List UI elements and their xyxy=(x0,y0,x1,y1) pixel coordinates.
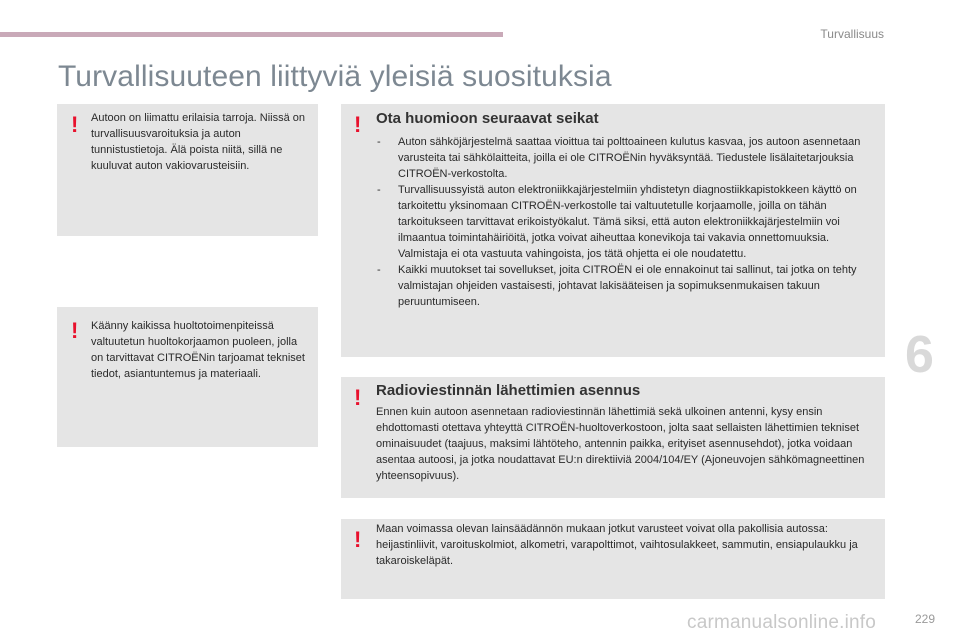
warning-icon: ! xyxy=(71,112,79,137)
watermark: carmanualsonline.info xyxy=(687,612,877,633)
list-item: - Turvallisuussyistä auton elektroniikkajärjestelmiin yhdistetyn diagnostiikkapistokkeen käyttö on tarkoitettu yksinomaan CITROËN-verkostolle tai valtuutetulle korjaamolle, joilla on tähän tarkoitukseen tarvittavat erikoistyökalut. Tämä siksi, että auton elektroniikkajärjestelmiin voi ilmaantua toimintahäiriöitä, jotka voivat aiheuttaa konevikoja tai vakavia onnettomuuksia. Valmistaja ei ota vastuuta vahingoista, jos tätä ohjetta ei ole noudatettu. xyxy=(375,182,865,262)
warning-text: Autoon on liimattu erilaisia tarroja. Niissä on turvallisuusvaroituksia ja auton tunnistustietoja. Älä poista niitä, sillä ne kuuluvat auton vakiovarusteisiin. xyxy=(91,112,305,172)
warning-box-equipment xyxy=(341,519,885,599)
chapter-number: 6 xyxy=(905,326,934,384)
section-label: Turvallisuus xyxy=(820,27,884,41)
warning-icon: ! xyxy=(354,527,362,552)
warning-box-radio xyxy=(341,377,885,498)
warning-icon: ! xyxy=(354,385,362,410)
warning-box-service xyxy=(57,307,318,447)
attention-list xyxy=(375,134,865,310)
box-heading: Ota huomioon seuraavat seikat xyxy=(376,110,599,127)
equipment-text: Maan voimassa olevan lainsäädännön mukaan jotkut varusteet voivat olla pakollisia autossa: heijastinliivit, varoituskolmiot, alkometri, varapolttimot, vaihtosulakkeet, sammutin, ensiapulaukku ja takaroiskeläpät. xyxy=(376,523,858,567)
list-item: - Auton sähköjärjestelmä saattaa vioittua tai polttoaineen kulutus kasvaa, jos autoon asennetaan varusteita tai sähkölaitteita, joilla ei ole CITROËNin hyväksyntää. Tiedustele lisälaitetarjouksia CITROËN-verkostolta. xyxy=(375,134,865,182)
warning-box-labels xyxy=(57,104,318,236)
radio-text: Ennen kuin autoon asennetaan radioviestinnän lähettimiä sekä ulkoinen antenni, kysy ensin ehdottomasti otettava yhteyttä CITROËN-huoltoverkostoon, jolta saat sellaisten lähettimien tekniset ominaisuudet (taajuus, maksimi lähtöteho, antennin paikka, erityiset asennusehdot), jotka voidaan asentaa autoosi, ja jotka noudattavat EU:n direktiiviä 2004/104/EY (Ajoneuvojen sähkömagneettinen yhteensopivuus). xyxy=(376,406,865,482)
header-accent-bar xyxy=(0,32,503,37)
warning-icon: ! xyxy=(71,318,79,343)
warning-text: Käänny kaikissa huoltotoimenpiteissä valtuutetun huoltokorjaamon puoleen, jolla on tarvittavat CITROËNin tarjoamat tekniset tiedot, asiantuntemus ja materiaali. xyxy=(91,320,305,380)
warning-icon: ! xyxy=(354,112,362,137)
page-number: 229 xyxy=(915,612,936,626)
list-item: - Kaikki muutokset tai sovellukset, joita CITROËN ei ole ennakoinut tai sallinut, tai jotka on tehty valmistajan ohjeiden vastaisesti, johtavat lakisääteisen ja sopimuksenmukaisen takuun peruuntumiseen. xyxy=(375,262,865,310)
page-title: Turvallisuuteen liittyviä yleisiä suosituksia xyxy=(58,60,612,93)
box-heading: Radioviestinnän lähettimien asennus xyxy=(376,382,641,399)
warning-box-attention xyxy=(341,104,885,357)
